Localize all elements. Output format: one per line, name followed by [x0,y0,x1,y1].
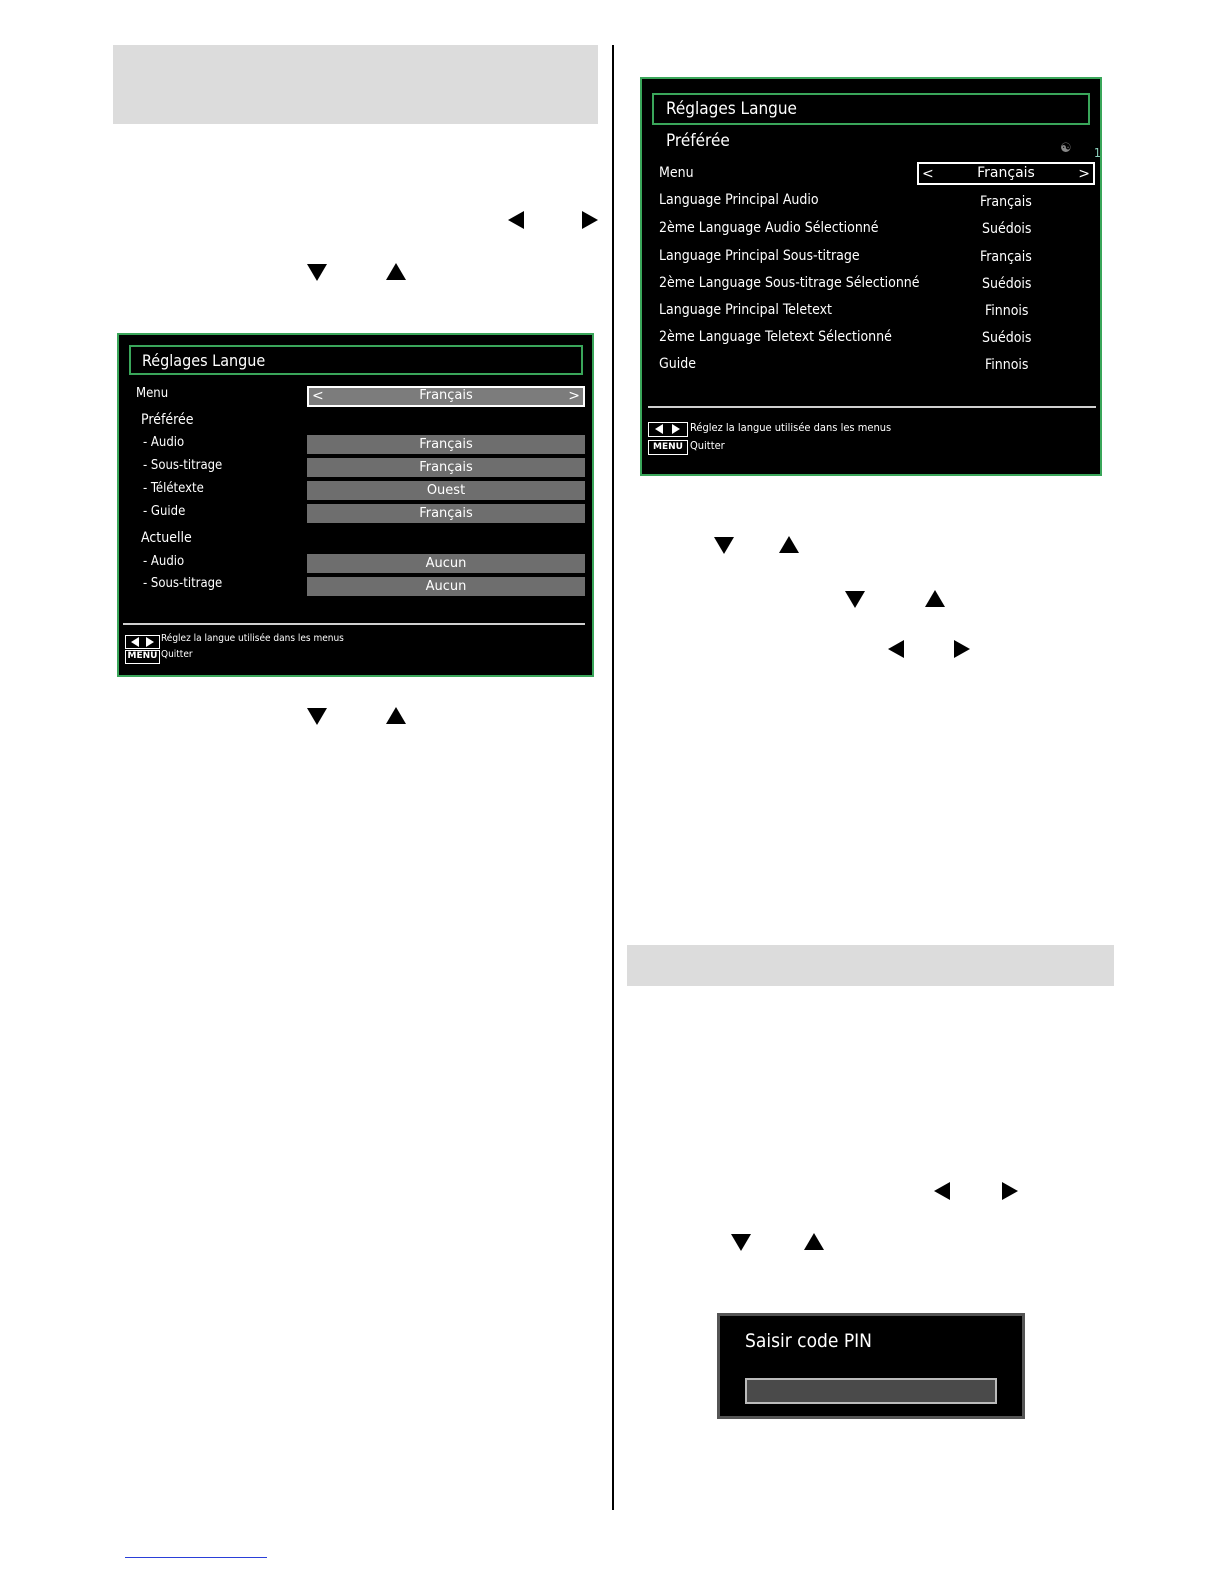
menu-row-label: Menu [136,386,169,401]
row-value[interactable]: Suédois [982,276,1032,292]
actuelle-subtitle-label: - Sous-titrage [143,576,223,591]
help-text: Réglez la langue utilisée dans les menus [690,421,892,434]
footer-link-underline [125,1557,267,1558]
up-triangle-icon [386,263,406,280]
left-triangle-icon [934,1182,950,1200]
menu-language-value: Français [977,165,1035,181]
left-triangle-icon [508,211,524,229]
preferee-teletext-field[interactable]: Ouest [307,481,585,500]
section-header-band [113,45,598,124]
person-icon: ☯ [1060,141,1072,156]
down-triangle-icon [845,591,865,608]
row-value[interactable]: Suédois [982,221,1032,237]
footer-separator [123,623,585,625]
left-key-icon [655,424,663,434]
actuelle-subtitle-field: Aucun [307,577,585,596]
row-label: Language Principal Sous-titrage [659,248,860,264]
right-key-icon [146,637,154,647]
preferee-heading: Préférée [141,412,194,428]
preferee-teletext-label: - Télétexte [143,481,204,496]
row-value[interactable]: Français [980,194,1032,210]
preferee-audio-label: - Audio [143,435,185,450]
row-value[interactable]: Finnois [985,303,1029,319]
row-value[interactable]: Finnois [985,357,1029,373]
pin-input[interactable] [745,1378,997,1404]
section-header-band [627,945,1114,986]
chevron-right-icon[interactable]: > [1078,166,1090,182]
chevron-left-icon[interactable]: < [922,166,934,182]
right-triangle-icon [582,211,598,229]
preferee-subtitle-field[interactable]: Français [307,458,585,477]
right-key-icon [672,424,680,434]
left-triangle-icon [888,640,904,658]
left-language-menu-screen [117,333,594,677]
chevron-left-icon[interactable]: < [312,388,324,404]
menu-key: MENU [648,440,688,455]
actuelle-audio-field: Aucun [307,554,585,573]
corner-marker: 1 [1094,146,1101,160]
pin-dialog-title: Saisir code PIN [745,1330,872,1352]
preferee-audio-field[interactable]: Français [307,435,585,454]
footer-separator [648,406,1096,408]
left-key-icon [131,637,139,647]
down-triangle-icon [731,1234,751,1251]
down-triangle-icon [714,537,734,554]
row-label: 2ème Language Audio Sélectionné [659,220,879,236]
column-divider [612,45,614,1510]
actuelle-audio-label: - Audio [143,554,185,569]
chevron-right-icon[interactable]: > [568,388,580,404]
up-triangle-icon [804,1233,824,1250]
up-triangle-icon [386,707,406,724]
left-right-keys [648,422,688,437]
up-triangle-icon [925,590,945,607]
preferee-subtitle: Préférée [666,131,730,151]
menu-language-value: Français [419,388,473,403]
menu-language-selector[interactable] [307,386,585,407]
menu-title: Réglages Langue [142,351,266,370]
row-label: 2ème Language Sous-titrage Sélectionné [659,275,920,291]
menu-title: Réglages Langue [666,99,797,119]
menu-language-selector[interactable] [917,162,1095,185]
pin-dialog [717,1313,1025,1419]
quit-text: Quitter [690,439,725,452]
down-triangle-icon [307,264,327,281]
up-triangle-icon [779,536,799,553]
actuelle-heading: Actuelle [141,530,192,546]
menu-key: MENU [125,650,160,664]
quit-text: Quitter [161,649,193,660]
left-right-keys [125,635,160,649]
row-label: 2ème Language Teletext Sélectionné [659,329,892,345]
right-triangle-icon [954,640,970,658]
row-label: Language Principal Teletext [659,302,832,318]
help-text: Réglez la langue utilisée dans les menus [161,633,344,644]
row-value[interactable]: Français [980,249,1032,265]
preferee-guide-label: - Guide [143,504,186,519]
row-label: Guide [659,356,696,372]
down-triangle-icon [307,708,327,725]
preferee-guide-field[interactable]: Français [307,504,585,523]
menu-title-box [652,93,1090,125]
preferee-subtitle-label: - Sous-titrage [143,458,223,473]
right-triangle-icon [1002,1182,1018,1200]
row-value[interactable]: Suédois [982,330,1032,346]
row-label: Language Principal Audio [659,192,819,208]
menu-title-box [129,345,583,375]
row-menu-label: Menu [659,165,694,181]
right-language-menu-screen [640,77,1102,476]
